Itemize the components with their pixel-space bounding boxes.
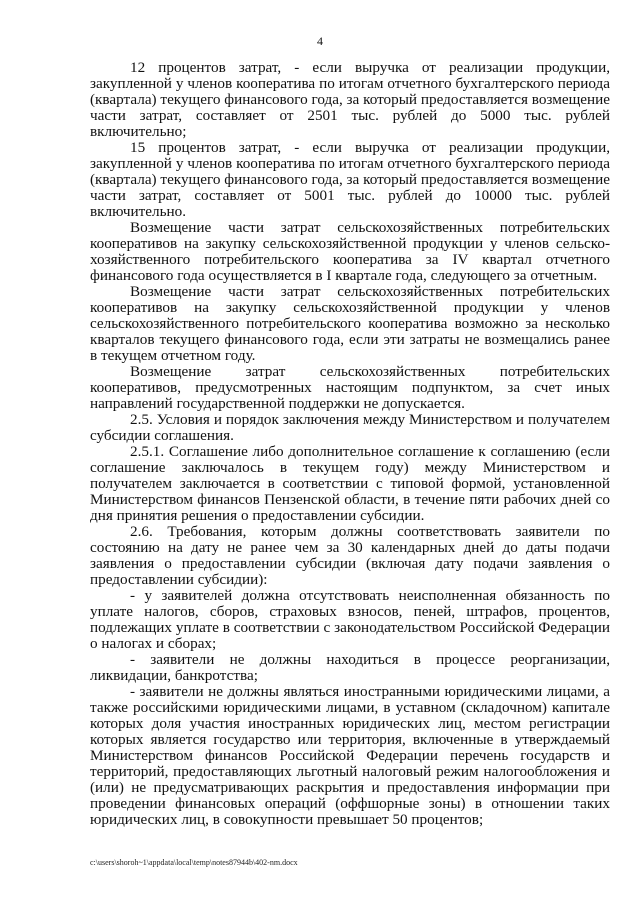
document-body — [90, 60, 610, 828]
paragraph-percent-15: 15 процентов затрат, - если выручка от реализации продукции, закупленной у членов кооператива по итогам отчетного бухгалтерского периода (квартала) текущего финансового года, за который предоставляется возмещение части затрат, составляет от 5001 тыс. рублей до 10000 тыс. рублей включительно. — [90, 139, 610, 220]
paragraph-q4-compensation: Возмещение части затрат сельскохозяйственных потребительских кооперативов на закупку сельскохозяйственной продукции у членов сельскохозяйственного потребительского кооператива за IV квартал отчетного финансового года осуществляется в I квартале года, следующего за отчетным. — [90, 219, 610, 284]
section-2-6: 2.6. Требования, которым должны соответствовать заявители по состоянию на дату не ранее чем за 30 календарных дней до даты подачи заявления о предоставлении субсидии (включая дату подачи заявления о предоставлении субсидии): — [90, 523, 610, 588]
paragraph-multi-quarter-compensation: Возмещение части затрат сельскохозяйственных потребительских кооперативов на закупку сельскохозяйственной продукции у членов сельскохозяйственного потребительского кооператива возможно за несколько кварталов текущего финансового года, если эти затраты не возмещались ранее в текущем отчетном году. — [90, 283, 610, 364]
page-number: 4 — [317, 34, 323, 48]
requirement-not-foreign-entity: - заявители не должны являться иностранными юридическими лицами, а также российскими юридическими лицами, в уставном (складочном) капитале которых доля участия иностранных юридических лиц, местом регистрации которых является государство или территория, включенные в утверждаемый Министерством финансов Российской Федерации перечень государств и территорий, предоставляющих льготный налоговый режим налогообложения и (или) не предусматривающих раскрытия и предоставления информации при проведении финансовых операций (оффшорные зоны) в отношении таких юридических лиц, в совокупности превышает 50 процентов; — [90, 683, 610, 828]
section-2-5-1: 2.5.1. Соглашение либо дополнительное соглашение к соглашению (если соглашение заключалось в текущем году) между Министерством и получателем заключается в соответствии с типовой формой, установленной Министерством финансов Пензенской области, в течение пяти рабочих дней со дня принятия решения о предоставлении субсидии. — [90, 443, 610, 524]
requirement-no-reorganization: - заявители не должны находиться в процессе реорганизации, ликвидации, банкротства; — [90, 651, 610, 684]
footer-file-path: c:\users\shoroh~1\appdata\local\temp\notes87944b\402-nm.docx — [90, 858, 298, 867]
paragraph-percent-12: 12 процентов затрат, - если выручка от реализации продукции, закупленной у членов кооператива по итогам отчетного бухгалтерского периода (квартала) текущего финансового года, за который предоставляется возмещение части затрат, составляет от 2501 тыс. рублей до 5000 тыс. рублей включительно; — [90, 59, 610, 140]
requirement-no-tax-debt: - у заявителей должна отсутствовать неисполненная обязанность по уплате налогов, сборов, страховых взносов, пеней, штрафов, процентов, подлежащих уплате в соответствии с законодательством Российской Федерации о налогах и сборах; — [90, 587, 610, 652]
paragraph-no-double-support: Возмещение затрат сельскохозяйственных потребительских кооперативов, предусмотренных настоящим подпунктом, за счет иных направлений государственной поддержки не допускается. — [90, 363, 610, 412]
section-2-5-heading: 2.5. Условия и порядок заключения между Министерством и получателем субсидии соглашения. — [90, 411, 610, 444]
